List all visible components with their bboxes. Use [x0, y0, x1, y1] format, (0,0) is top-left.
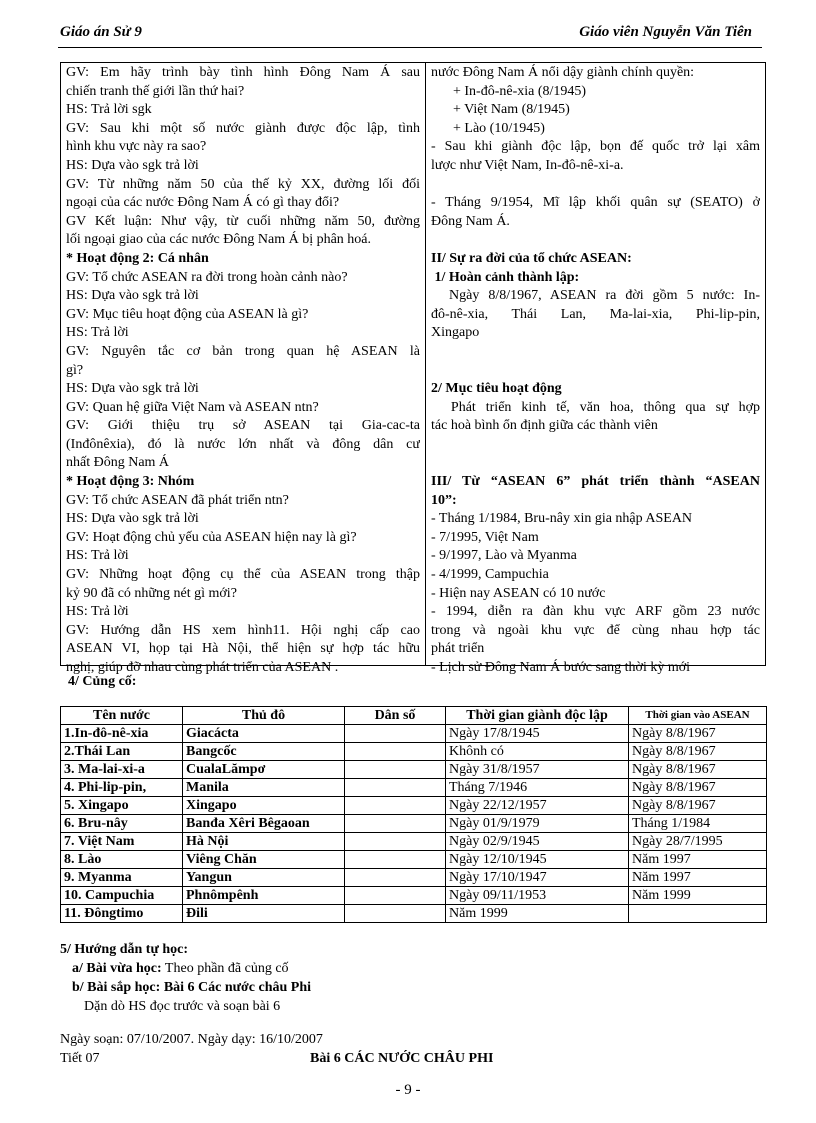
activity-line: kỷ 90 đã có những nét gì mới?: [66, 585, 237, 601]
activities-column: [61, 63, 426, 675]
section-5b: [72, 978, 311, 997]
content-line: II/ Sự ra đời của tổ chức ASEAN:: [431, 250, 632, 266]
cell-population: [345, 779, 446, 797]
cell-capital: CualaLămpơ: [183, 761, 345, 779]
content-line: - 9/1997, Lào và Myanma: [431, 548, 577, 564]
content-spacer: [431, 436, 760, 455]
content-line: lược như Việt Nam, In-đô-nê-xi-a.: [431, 157, 624, 173]
cell-population: [345, 761, 446, 779]
th-asean-join: Thời gian vào ASEAN: [629, 707, 767, 725]
content-line: 1/ Hoàn cảnh thành lập:: [431, 269, 580, 285]
activity-line: gì?: [66, 362, 84, 378]
content-line: tác hoà bình ổn định giữa các thành viên: [431, 418, 658, 434]
activity-line: lối ngoại giao của các nước Đông Nam Á bị phân hoá.: [66, 232, 372, 248]
activity-line: (Inđônêxia), đó là nước lớn nhất và đông dân cư: [66, 436, 420, 452]
cell-population: [345, 833, 446, 851]
cell-independence: Ngày 12/10/1945: [446, 851, 629, 869]
cell-capital: Yangun: [183, 869, 345, 887]
activity-line: GV: Mục tiêu hoạt động của ASEAN là gì?: [66, 306, 309, 322]
activity-line: GV: Em hãy trình bày tình hình Đông Nam Á sau: [66, 65, 420, 80]
cell-asean-join: Ngày 28/7/1995: [629, 833, 767, 851]
footer-period: Tiết 07: [60, 1051, 100, 1066]
cell-capital: Xingapo: [183, 797, 345, 815]
th-population: Dân số: [345, 707, 446, 725]
lesson-table: [60, 62, 766, 675]
activity-line: GV: Từ những năm 50 của thế kỷ XX, đường lối đối: [66, 176, 420, 192]
content-line: Đông Nam Á.: [431, 213, 510, 229]
page-header: [60, 24, 760, 46]
cell-independence: Tháng 7/1946: [446, 779, 629, 797]
cell-asean-join: Năm 1997: [629, 851, 767, 869]
content-line: - 4/1999, Campuchia: [431, 567, 549, 583]
activity-line: GV: Tổ chức ASEAN đã phát triển ntn?: [66, 492, 289, 508]
activity-line: * Hoạt động 3: Nhóm: [66, 474, 195, 490]
cell-population: [345, 869, 446, 887]
cell-country: 1.In-đô-nê-xia: [61, 725, 183, 743]
cell-capital: Hà Nội: [183, 833, 345, 851]
header-right: Giáo viên Nguyễn Văn Tiên: [579, 24, 752, 40]
content-line: - 7/1995, Việt Nam: [431, 529, 539, 545]
table-row: [61, 851, 767, 869]
footer-lesson-title: Bài 6 CÁC NƯỚC CHÂU PHI: [310, 1051, 494, 1066]
activity-line: ngoại của các nước Đông Nam Á có gì thay đổi?: [66, 195, 340, 211]
cell-asean-join: Ngày 8/8/1967: [629, 743, 767, 761]
cell-country: 4. Phi-lip-pin,: [61, 779, 183, 797]
section-5a-text: Theo phần đã củng cố: [161, 961, 289, 976]
cell-asean-join: Ngày 8/8/1967: [629, 761, 767, 779]
th-country: Tên nước: [61, 707, 183, 725]
cell-independence: Năm 1999: [446, 905, 629, 923]
content-line: Xingapo: [431, 325, 480, 341]
content-spacer: [431, 362, 760, 381]
activity-line: GV: Hướng dẫn HS xem hình11. Hội nghị cấp cao: [66, 622, 420, 638]
table-row: [61, 905, 767, 923]
cell-country: 7. Việt Nam: [61, 833, 183, 851]
section-4-title: 4/ Củng cố:: [68, 674, 137, 689]
activity-line: HS: Trả lời: [66, 548, 129, 564]
activity-line: hình khu vực này ra sao?: [66, 139, 207, 155]
cell-population: [345, 887, 446, 905]
cell-country: 8. Lào: [61, 851, 183, 869]
content-line: III/ Từ “ASEAN 6” phát triển thành “ASEAN: [431, 474, 760, 490]
content-spacer: [431, 454, 760, 473]
cell-asean-join: Năm 1997: [629, 869, 767, 887]
activity-line: GV: Giới thiệu trụ sở ASEAN tại Gia-cac-ta: [66, 418, 420, 434]
content-line: + Việt Nam (8/1945): [453, 102, 570, 118]
cell-asean-join: [629, 905, 767, 923]
cell-country: 6. Bru-nây: [61, 815, 183, 833]
cell-country: 3. Ma-lai-xi-a: [61, 761, 183, 779]
cell-population: [345, 797, 446, 815]
cell-country: 9. Myanma: [61, 869, 183, 887]
content-line: đô-nê-xia, Thái Lan, Ma-lai-xia, Phi-lip-pin,: [431, 306, 760, 322]
content-line: 10”:: [431, 492, 457, 508]
content-spacer: [431, 231, 760, 250]
table-row: [61, 779, 767, 797]
content-column: [426, 63, 765, 675]
table-row: [61, 743, 767, 761]
cell-independence: Ngày 01/9/1979: [446, 815, 629, 833]
content-line: - Hiện nay ASEAN có 10 nước: [431, 585, 606, 601]
cell-independence: Ngày 31/8/1957: [446, 761, 629, 779]
table-row: [61, 869, 767, 887]
section-5-title: 5/ Hướng dẫn tự học:: [60, 942, 189, 957]
cell-asean-join: Ngày 8/8/1967: [629, 797, 767, 815]
footer-dates: Ngày soạn: 07/10/2007. Ngày dạy: 16/10/2007: [60, 1032, 323, 1047]
activity-line: GV: Sau khi một số nước giành được độc lập, tình: [66, 120, 420, 136]
activity-line: HS: Dựa vào sgk trả lời: [66, 381, 199, 397]
activity-line: HS: Trả lời: [66, 604, 129, 620]
content-line: + Lào (10/1945): [453, 120, 545, 136]
activity-line: HS: Dựa vào sgk trả lời: [66, 511, 199, 527]
cell-population: [345, 851, 446, 869]
content-line: - Tháng 1/1984, Bru-nây xin gia nhập ASEAN: [431, 511, 693, 527]
cell-independence: Khônh có: [446, 743, 629, 761]
activity-line: GV: Những hoạt động cụ thể của ASEAN trong thập: [66, 567, 420, 583]
content-line: - Tháng 9/1954, Mĩ lập khối quân sự (SEATO) ở: [431, 195, 760, 211]
cell-population: [345, 725, 446, 743]
content-line: Ngày 8/8/1967, ASEAN ra đời gồm 5 nước: In-: [431, 288, 760, 304]
cell-independence: Ngày 22/12/1957: [446, 797, 629, 815]
cell-country: 10. Campuchia: [61, 887, 183, 905]
table-row: [61, 833, 767, 851]
cell-population: [345, 905, 446, 923]
cell-capital: Banđa Xêri Bêgaoan: [183, 815, 345, 833]
cell-country: 11. Đôngtimo: [61, 905, 183, 923]
cell-asean-join: Ngày 8/8/1967: [629, 779, 767, 797]
content-line: phát triển: [431, 641, 485, 657]
content-line: 2/ Mục tiêu hoạt động: [431, 381, 562, 397]
cell-capital: Giacácta: [183, 725, 345, 743]
cell-capital: Đili: [183, 905, 345, 923]
content-spacer: [431, 343, 760, 362]
cell-asean-join: Năm 1999: [629, 887, 767, 905]
activity-line: nhất Đông Nam Á: [66, 455, 170, 471]
activity-line: GV: Quan hệ giữa Việt Nam và ASEAN ntn?: [66, 399, 319, 415]
cell-capital: Viêng Chăn: [183, 851, 345, 869]
content-line: - 1994, diễn ra đàn khu vực ARF gồm 23 nước: [431, 604, 760, 620]
content-line: - Sau khi giành độc lập, bọn đế quốc trở lại xâm: [431, 139, 760, 155]
activity-line: nghị, giúp đỡ nhau cùng phát triển của ASEAN .: [66, 660, 339, 675]
activity-line: HS: Trả lời sgk: [66, 102, 152, 118]
cell-population: [345, 743, 446, 761]
th-independence: Thời gian giành độc lập: [446, 707, 629, 725]
content-line: - Lịch sử Đông Nam Á bước sang thời kỳ mới: [431, 660, 691, 675]
table-row: [61, 761, 767, 779]
cell-independence: Ngày 02/9/1945: [446, 833, 629, 851]
cell-capital: Manila: [183, 779, 345, 797]
section-5b-text: Bài 6 Các nước châu Phi: [160, 980, 312, 995]
table-row: [61, 797, 767, 815]
page-number: - 9 -: [395, 1082, 421, 1098]
activity-line: chiến tranh thế giới lần thứ hai?: [66, 83, 245, 99]
cell-capital: Phnômpênh: [183, 887, 345, 905]
cell-country: 2.Thái Lan: [61, 743, 183, 761]
table-row: [61, 887, 767, 905]
cell-country: 5. Xingapo: [61, 797, 183, 815]
asean-countries-table: [60, 706, 767, 923]
cell-population: [345, 815, 446, 833]
activity-line: GV: Hoạt động chủ yếu của ASEAN hiện nay là gì?: [66, 529, 357, 545]
section-5a-label: a/ Bài vừa học:: [72, 961, 162, 976]
cell-asean-join: Ngày 8/8/1967: [629, 725, 767, 743]
content-line: trong và ngoài khu vực để cùng nhau hợp tác: [431, 622, 760, 638]
activity-line: GV: Nguyên tắc cơ bản trong quan hệ ASEAN là: [66, 343, 420, 359]
activity-line: HS: Trả lời: [66, 325, 129, 341]
header-left: Giáo án Sử 9: [60, 24, 142, 40]
content-spacer: [431, 176, 760, 195]
cell-independence: Ngày 17/10/1947: [446, 869, 629, 887]
th-capital: Thủ đô: [183, 707, 345, 725]
activity-line: GV Kết luận: Như vậy, từ cuối những năm 50, đường: [66, 213, 420, 229]
table-row: [61, 815, 767, 833]
cell-independence: Ngày 09/11/1953: [446, 887, 629, 905]
activity-line: * Hoạt động 2: Cá nhân: [66, 250, 209, 266]
cell-independence: Ngày 17/8/1945: [446, 725, 629, 743]
content-line: Phát triển kinh tế, văn hoa, thông qua sự hợp: [431, 399, 760, 415]
table-header-row: [61, 707, 767, 725]
activity-line: GV: Tổ chức ASEAN ra đời trong hoàn cảnh nào?: [66, 269, 348, 285]
content-line: + In-đô-nê-xia (8/1945): [453, 83, 587, 99]
content-line: nước Đông Nam Á nổi dậy giành chính quyền:: [431, 65, 695, 80]
section-5a: [72, 959, 289, 978]
cell-asean-join: Tháng 1/1984: [629, 815, 767, 833]
section-5-note: Dặn dò HS đọc trước và soạn bài 6: [84, 999, 281, 1014]
cell-capital: Bangcốc: [183, 743, 345, 761]
activity-line: ASEAN VI, họp tại Hà Nội, thể hiện sự hợp tác hữu: [66, 641, 420, 657]
activity-line: HS: Dựa vào sgk trả lời: [66, 157, 199, 173]
activity-line: HS: Dựa vào sgk trả lời: [66, 288, 199, 304]
table-row: [61, 725, 767, 743]
section-5b-label: b/ Bài sắp học:: [72, 980, 161, 995]
header-divider: [58, 47, 762, 48]
